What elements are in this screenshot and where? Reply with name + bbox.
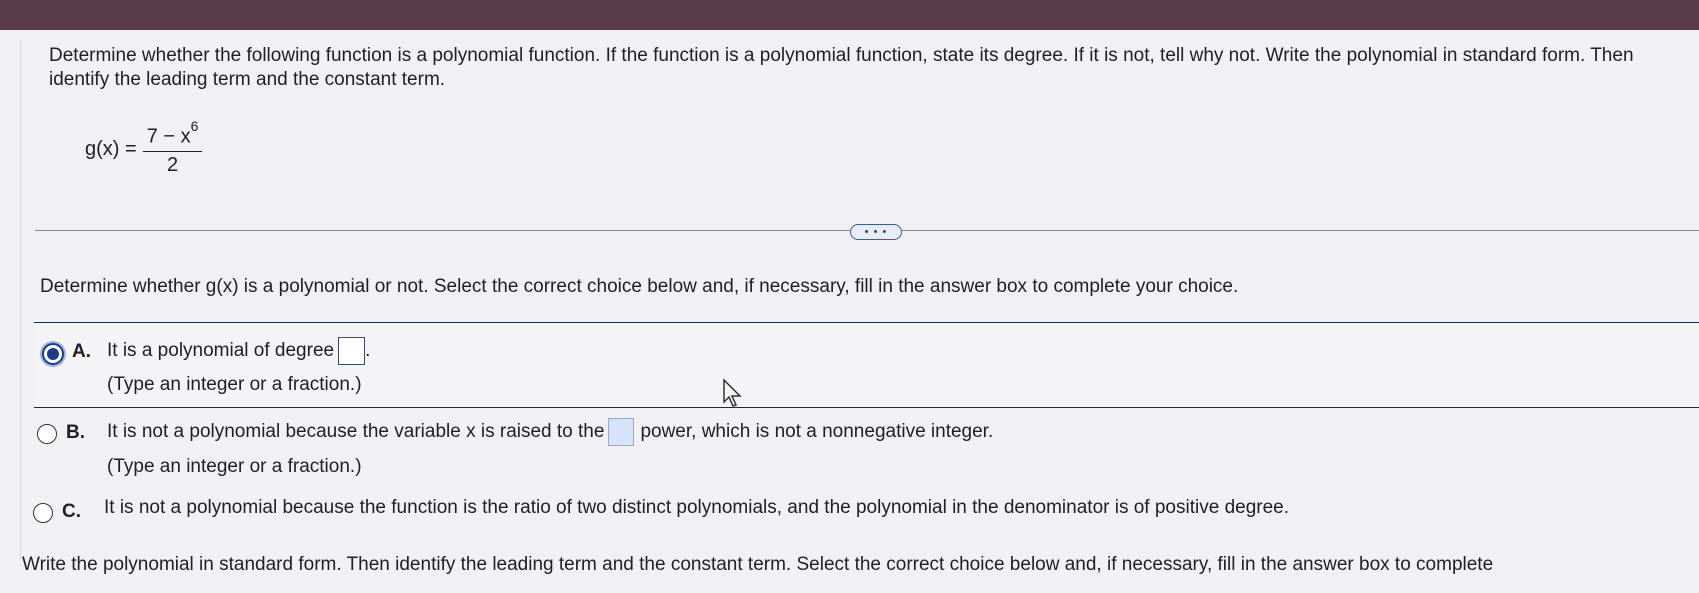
question-text: Determine whether the following function is a polynomial function. If the function is a polynomial function, state its degree. If it is not, tell why not. Write the polynomial in standard form. Then identify the leading term and the constant term.: [49, 45, 1634, 90]
numerator-exponent: 6: [190, 118, 199, 134]
formula-numerator: [143, 118, 203, 152]
choice-a-hint: (Type an integer or a fraction.): [107, 374, 362, 395]
power-answer-box[interactable]: [608, 418, 634, 446]
instruction-text: Determine whether g(x) is a polynomial or not. Select the correct choice below and, if necessary, fill in the answer box to complete your choice.: [40, 276, 1239, 297]
choice-b-letter: B.: [66, 422, 85, 443]
choice-a-text: It is a polynomial of degree: [107, 340, 335, 362]
formula-denominator: 2: [166, 153, 179, 176]
choice-b-radio[interactable]: [37, 424, 57, 444]
choice-a-radio[interactable]: [42, 343, 64, 365]
mouse-cursor-icon: [722, 378, 746, 408]
numerator-base: 7 − x: [146, 125, 191, 148]
choice-b-text-after: power, which is not a nonnegative integer.: [640, 421, 994, 443]
choice-a-period: .: [365, 340, 371, 362]
formula-fraction: [143, 118, 203, 177]
choice-a-line1: [107, 337, 370, 365]
choice-c-radio[interactable]: [33, 503, 53, 523]
choice-c-letter: C.: [62, 501, 81, 522]
top-bar: [0, 0, 1699, 30]
formula-lhs: g(x) =: [85, 137, 137, 160]
choice-b-text: It is not a polynomial because the variable x is raised to the: [107, 421, 605, 443]
left-rule: [20, 40, 21, 560]
choice-b-hint: (Type an integer or a fraction.): [107, 456, 362, 477]
function-formula: [85, 118, 202, 177]
expand-more-button[interactable]: • • •: [850, 224, 902, 240]
choice-a-letter: A.: [72, 341, 91, 362]
degree-answer-box[interactable]: [338, 337, 365, 365]
next-part-instruction: Write the polynomial in standard form. Then identify the leading term and the constant term. Select the correct choice below and, if necessary, fill in the answer box to complete: [22, 554, 1494, 575]
choice-b-line1: [107, 418, 993, 446]
choice-c-text: It is not a polynomial because the function is the ratio of two distinct polynomials, and the polynomial in the denominator is of positive degree.: [104, 497, 1290, 518]
